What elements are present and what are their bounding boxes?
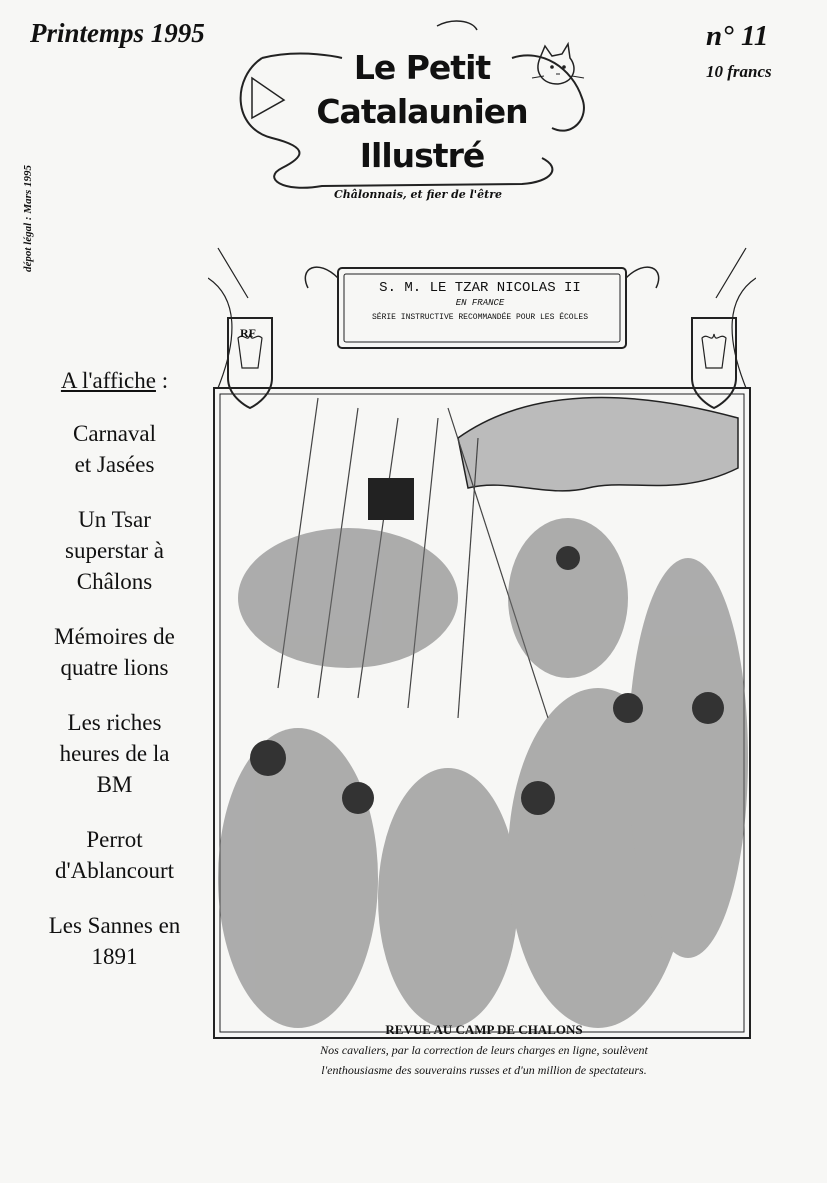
engraving-illustration — [208, 238, 756, 1108]
toc-item-line: Un Tsar — [78, 507, 151, 532]
toc-item — [22, 707, 207, 800]
plate-series: SÉRIE INSTRUCTIVE RECOMMANDÉE POUR LES ÉCOLES — [371, 313, 589, 322]
toc-item-line: Carnaval — [72, 421, 156, 446]
price: 10 francs — [706, 62, 772, 81]
toc-item-line: BM — [96, 772, 133, 797]
toc-item-line: Perrot — [86, 827, 143, 852]
plate-subtitle: EN FRANCE — [455, 298, 505, 308]
toc-item — [22, 504, 207, 597]
royal-canopy-icon — [458, 398, 738, 491]
toc-item-line: et Jasées — [74, 452, 155, 477]
masthead-title-line1: Le Petit — [353, 48, 491, 87]
toc-item — [22, 910, 207, 972]
toc-heading-text: A l'affiche — [60, 368, 156, 393]
cover-engraving — [208, 238, 756, 1108]
toc-heading — [22, 368, 207, 394]
plate-title: S. M. LE TZAR NICOLAS II — [379, 280, 581, 296]
plate-title-block — [344, 280, 616, 322]
masthead-tagline: Châlonnais, et fier de l'être — [334, 188, 503, 201]
table-of-contents — [22, 368, 207, 996]
issue-number: n° 11 — [706, 20, 769, 52]
toc-item — [22, 824, 207, 886]
toc-heading-colon: : — [155, 368, 169, 393]
toc-item — [22, 621, 207, 683]
caption-line: Nos cavaliers, par la correction de leurs charges en ligne, soulèvent — [320, 1043, 648, 1057]
masthead-title-line2: Catalaunien — [316, 92, 528, 131]
toc-item-line: heures de la — [59, 741, 170, 766]
toc-item-line: superstar à — [65, 538, 164, 563]
caption-line: l'enthousiasme des souverains russes et d'un million de spectateurs. — [321, 1063, 647, 1077]
toc-item-line: quatre lions — [60, 655, 169, 680]
season-date: Printemps 1995 — [30, 18, 205, 48]
shield-letters: RF — [240, 326, 256, 340]
toc-item-line: Les riches — [67, 710, 162, 735]
toc-item-line: 1891 — [91, 944, 138, 969]
legal-deposit: dépot légal : Mars 1995 — [22, 165, 34, 272]
toc-item-line: d'Ablancourt — [54, 858, 175, 883]
flag-icon — [368, 478, 414, 520]
toc-item-line: Châlons — [76, 569, 153, 594]
masthead-title-line3: Illustré — [359, 136, 485, 175]
plate-caption — [268, 1022, 700, 1078]
toc-item-line: Les Sannes en — [48, 913, 181, 938]
toc-item-line: Mémoires de — [54, 624, 175, 649]
crowd-illustration — [218, 518, 748, 1028]
caption-title: REVUE AU CAMP DE CHALONS — [385, 1022, 583, 1037]
toc-item — [22, 418, 207, 480]
masthead — [222, 18, 602, 201]
